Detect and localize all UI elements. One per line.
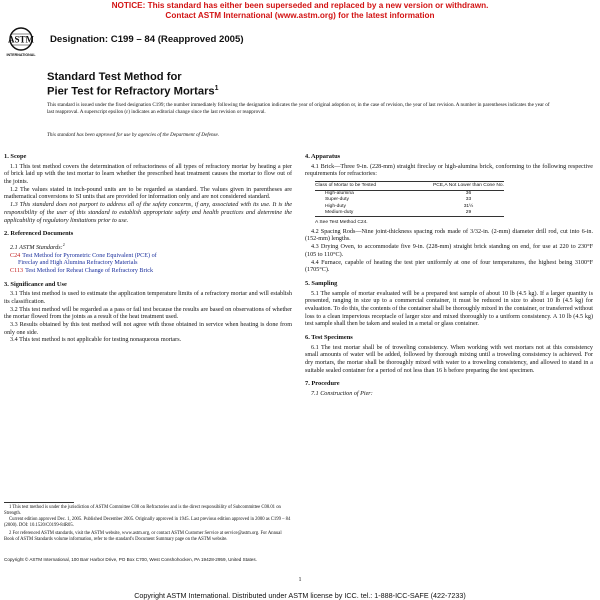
designation: Designation: C199 – 84 (Reapproved 2005) (50, 34, 244, 45)
logo-text: INTERNATIONAL (6, 53, 36, 57)
license-banner: Copyright ASTM International. Distributed under ASTM license by ICC. tel.: 1-888-ICC-SAFE (422-7233) (134, 591, 466, 600)
table-cell-class: High-duty (325, 203, 346, 209)
dod-approval-note: This standard has been approved for use by agencies of the Department of Defense. (47, 132, 220, 138)
table-cell-class: Medium-duty (315, 210, 433, 217)
significance-3-1: 3.1 This test method is used to estimate the application temperature limits of a refractory mortar and will establish its classification. (4, 291, 292, 305)
title-footnote-mark: 1 (214, 85, 219, 93)
apparatus-4-1: 4.1 Brick—Three 9-in. (228-mm) straight fireclay or high-alumina brick, conforming to the following respective requirements for refractories: (305, 163, 593, 178)
document-title (47, 71, 219, 99)
scope-heading: 1. Scope (4, 153, 27, 160)
mortar-class-table (315, 181, 504, 217)
refs-2-1-text: 2.1 ASTM Standards: (10, 244, 63, 251)
table-footnote: A See Test Method C24. (315, 220, 368, 226)
footnote-1b: Current edition approved Dec. 1, 2005. Published December 2005. Originally approved in 1945. Last previous edition approved in 2000 as C199 – 84 (2000). DOI: 10.1520/C0199-84R05. (4, 517, 291, 528)
table-cell-pce: 33 (465, 197, 472, 203)
refs-heading: 2. Referenced Documents (4, 230, 74, 238)
table-cell-class: High-alumina (325, 191, 354, 197)
refs-footnote-mark: 2 (62, 241, 65, 247)
footnote-1: 1 This test method is under the jurisdiction of ASTM Committee C08 on Refractories and is the direct responsibility of Subcommittee C08.01 on Strength. (4, 505, 281, 516)
left-column (4, 150, 292, 345)
table-cell-pce: 31½ (463, 203, 474, 209)
specimens-heading: 6. Test Specimens (305, 334, 353, 342)
ref-title[interactable]: Test Method for Pyrometric Cone Equivalent (PCE) of (22, 252, 157, 259)
title-line-1: Standard Test Method for (47, 71, 182, 83)
scope-1-2: 1.2 The values stated in inch-pound units are to be regarded as standard. The values given in parentheses are mathematical conversions to SI units that are provided for information only and are not considered standard. (4, 186, 292, 201)
procedure-7-1: 7.1 Construction of Pier: (311, 391, 373, 398)
table-cell-class: Super-duty (325, 197, 349, 203)
table-header-pce: PCE,A Not Lower than Cone No. (433, 182, 504, 191)
footnotes (4, 502, 292, 543)
sampling-5-1: 5.1 The sample of mortar evaluated will be a prepared test sample of about 10 lb (4.5 kg). If a larger quantity is presented, ranging in size up to a commercial container, it must be reduced in size to about 10 lb (4.5 kg) for evaluation. To do this, the contents of the container shall be thoroughly mixed in the container, or transferred without loss to a clean impervious receptacle of larger size and mixed thoroughly to a uniform consistency. A 10 lb (4.5 kg) test sample shall then be taken and sealed in a metal or glass container. (305, 290, 593, 328)
withdrawn-notice (0, 1, 600, 20)
notice-line-2: Contact ASTM International (www.astm.org) for the latest information (165, 10, 435, 20)
copyright-line: Copyright © ASTM International, 100 Barr Harbor Drive, PO Box C700, West Conshohocken, PA 19428-2959, United States. (4, 557, 257, 562)
ref-code[interactable]: C24 (10, 252, 21, 259)
sampling-heading: 5. Sampling (305, 279, 338, 287)
table-cell-pce: 36 (465, 191, 472, 197)
apparatus-4-3: 4.3 Drying Oven, to accommodate five 9-in. (228-mm) straight brick standing on end, for use at 220 to 230°F (105 to 110°C). (305, 244, 593, 258)
significance-3-2: 3.2 This test method will be regarded as a pass or fail test because the results are based on observations of whether the mortar flowed from the joints as a result of the heat treatment used. (4, 306, 292, 321)
significance-3-4: 3.4 This test method is not applicable for testing nonaqueous mortars. (10, 337, 182, 344)
scope-1-3: 1.3 This standard does not purport to address all of the safety concerns, if any, associated with its use. It is the responsibility of the user of this standard to establish appropriate safety and health practices and determine the applicability of regulatory limitations prior to use. (4, 202, 292, 224)
ref-c113[interactable] (4, 268, 292, 276)
apparatus-4-4: 4.4 Furnace, capable of heating the test pier uniformly at one of four temperatures, the highest being 3100°F (1705°C). (305, 259, 593, 274)
significance-heading: 3. Significance and Use (4, 280, 67, 288)
specimens-6-1: 6.1 The test mortar shall be of troweling consistency. When working with wet mortars not at this consistency small amounts of water will be added, followed by thorough mixing until a troweling consistency is achieved. For dry mortars, the mortar shall be thoroughly mixed with water to a troweling consistency, and allowed to stand in a suitable sealed container for a period of not less than 16 h before preparing the test specimen. (305, 344, 593, 374)
scope-1-1: 1.1 This test method covers the determination of refractoriness of all types of refractory mortar by heating a pier of brick laid up with the test mortar to learn whether the prescribed heat treatment causes the mortar to flow out of the joints. (4, 163, 292, 185)
notice-line-1: NOTICE: This standard has either been superseded and replaced by a new version or withdrawn. (111, 1, 489, 10)
intro-text: This standard is issued under the fixed designation C199; the number immediately following the designation indicates the year of original adoption or, in the case of revision, the year of last revision. A number in parentheses indicates the year of last reapproval. A superscript epsilon (ε) indicates an editorial change since the last revision or reapproval. (47, 102, 550, 116)
footnote-2: 2 For referenced ASTM standards, visit the ASTM website, www.astm.org, or contact ASTM Customer Service at service@astm.org. For Annual Book of ASTM Standards volume information, refer to the standard's Document Summary page on the ASTM website. (4, 531, 282, 542)
ref-code[interactable]: C113 (10, 267, 24, 274)
ref-c24[interactable] (4, 253, 292, 268)
page-number: 1 (298, 577, 302, 583)
table-row (315, 210, 504, 217)
procedure-heading: 7. Procedure (305, 380, 340, 388)
intro-note (47, 102, 557, 116)
title-line-2 (47, 83, 219, 98)
table-cell-pce: 29 (433, 210, 504, 217)
table-header-class: Class of Mortar to be Tested (315, 182, 433, 191)
apparatus-heading: 4. Apparatus (305, 153, 341, 160)
ref-title-cont[interactable]: Fireclay and High Alumina Refractory Materials (18, 260, 138, 267)
right-column (305, 150, 593, 399)
refs-2-1 (4, 241, 292, 253)
apparatus-4-2: 4.2 Spacing Rods—Nine joint-thickness spacing rods made of 3/32-in. (2-mm) diameter drill rod, cut into 6-in. (152-mm) lengths. (305, 228, 593, 243)
astm-logo (6, 26, 36, 62)
ref-title[interactable]: Test Method for Reheat Change of Refractory Brick (25, 267, 154, 274)
svg-text:ASTM: ASTM (7, 34, 35, 45)
footnote-divider (4, 502, 74, 503)
significance-3-3: 3.3 Results obtained by this test method will not agree with those obtained in service when heating is done from only one side. (4, 322, 292, 336)
title-line-2-text: Pier Test for Refractory Mortars (47, 86, 215, 99)
